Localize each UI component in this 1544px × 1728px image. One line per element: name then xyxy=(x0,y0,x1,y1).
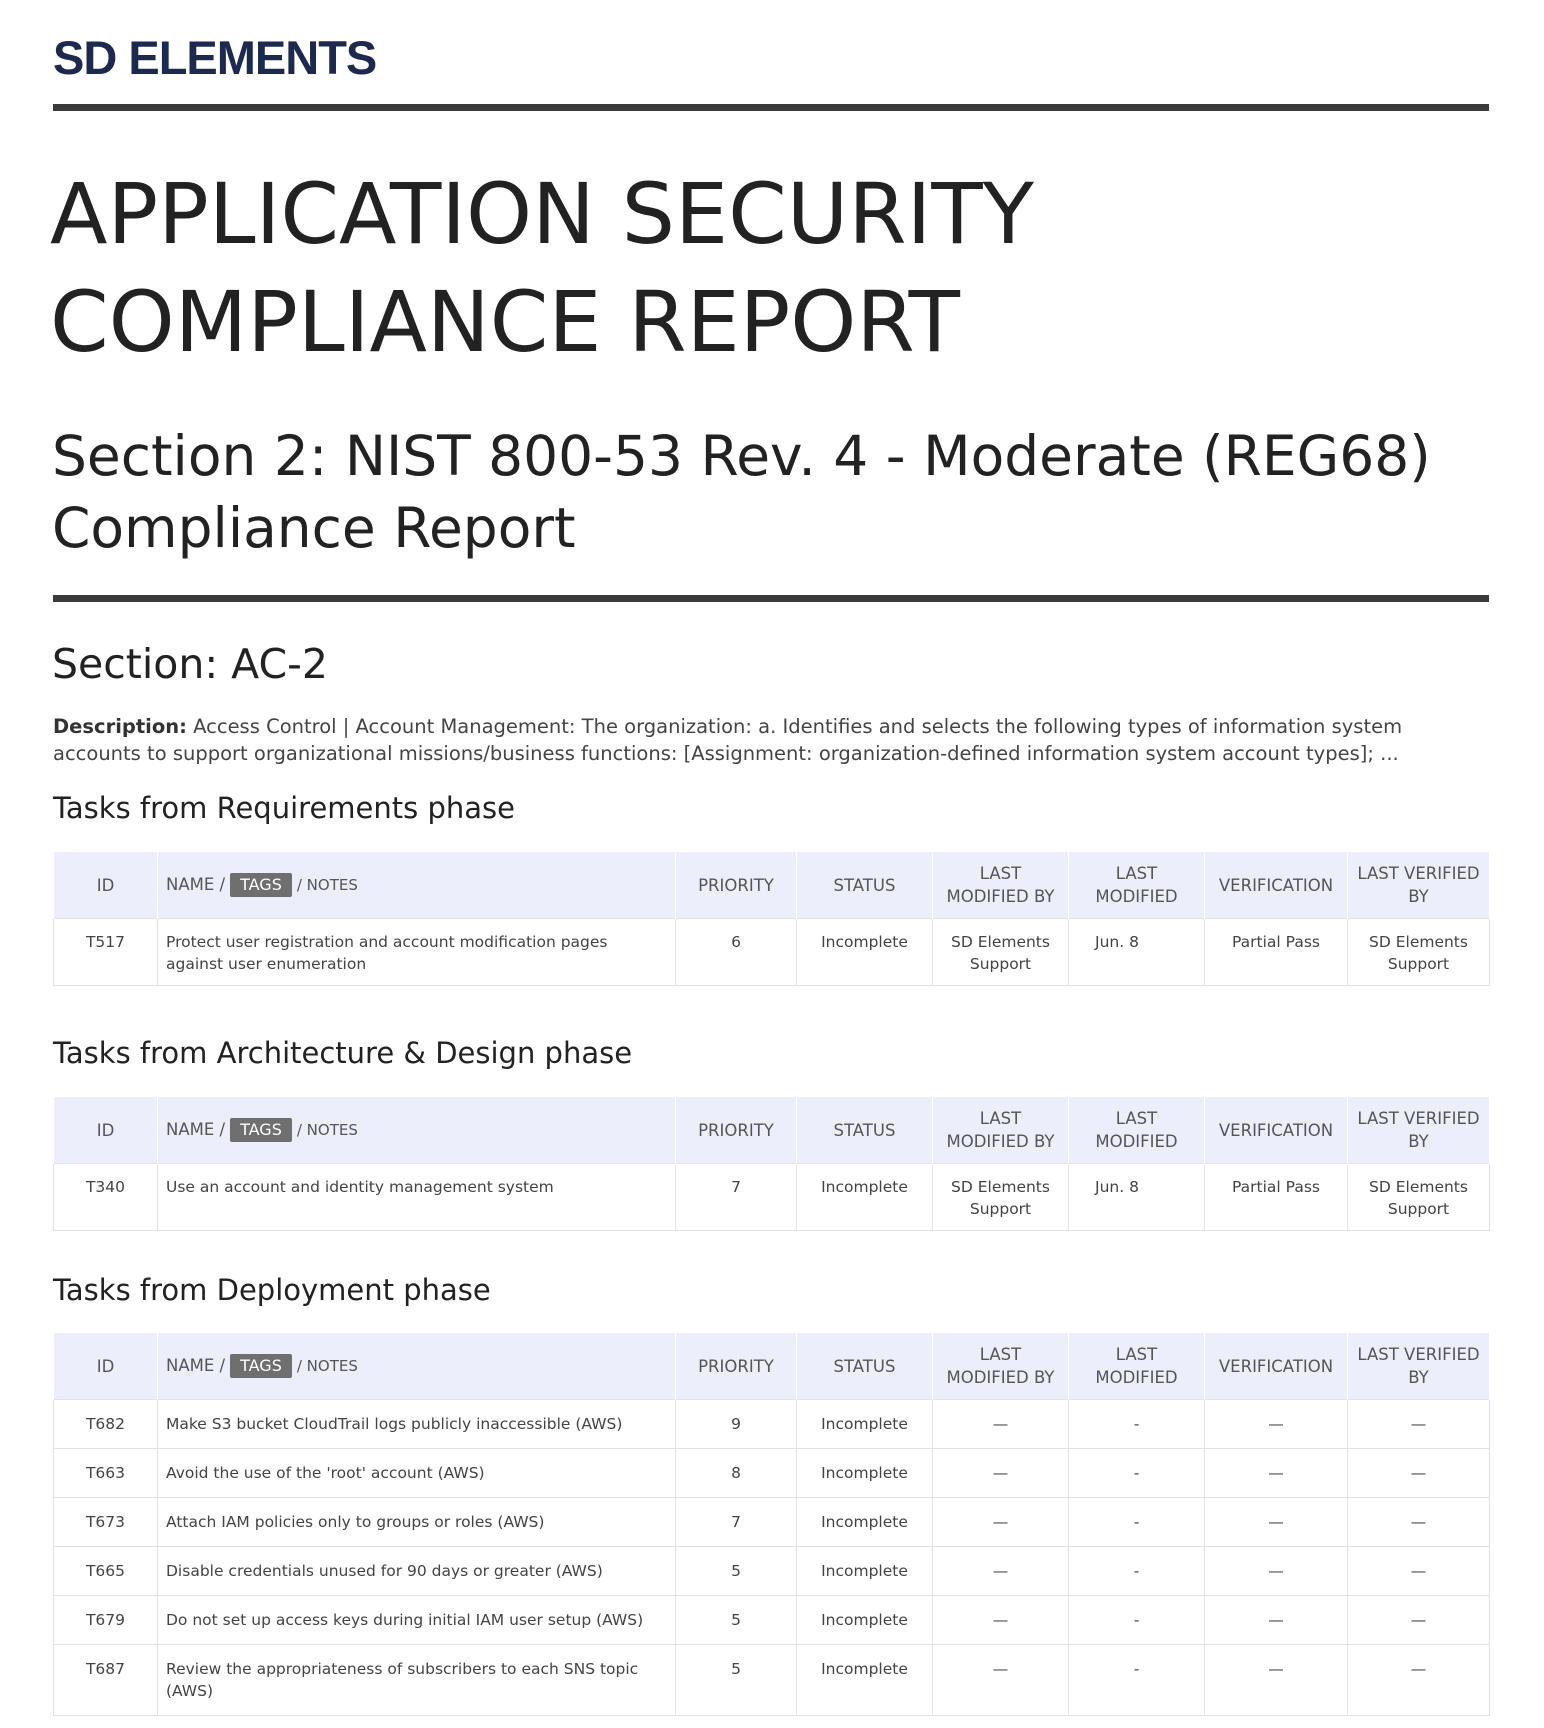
task-verification: — xyxy=(1205,1400,1348,1449)
task-last-modified-by: — xyxy=(933,1498,1069,1547)
phase-title-architecture-design: Tasks from Architecture & Design phase xyxy=(53,1036,633,1070)
col-header-verification: VERIFICATION xyxy=(1205,1333,1348,1400)
col-header-verification: VERIFICATION xyxy=(1205,1097,1348,1164)
section-title-line-1: Section 2: NIST 800-53 Rev. 4 - Moderate (REG68) xyxy=(52,424,1431,488)
col-header-name xyxy=(158,1097,676,1164)
report-title xyxy=(50,160,1490,376)
section-description xyxy=(53,713,1493,767)
col-header-name xyxy=(158,1333,676,1400)
task-name: Attach IAM policies only to groups or roles (AWS) xyxy=(158,1498,676,1547)
task-priority: 5 xyxy=(676,1645,797,1716)
task-status: Incomplete xyxy=(797,1645,933,1716)
col-header-name-label: NAME / xyxy=(166,875,226,894)
table-header-row xyxy=(54,1097,1490,1164)
task-last-verified-by: — xyxy=(1348,1498,1490,1547)
tasks-table-deployment xyxy=(53,1333,1490,1716)
col-header-priority: PRIORITY xyxy=(676,1333,797,1400)
col-header-last-verified-by: LAST VERIFIED BY xyxy=(1348,1333,1490,1400)
description-text: Access Control | Account Management: The organization: a. Identifies and selects the following types of information system accounts to support organizational missions/business functions: [Assignment: organization-defined information system account types]; ... xyxy=(53,715,1403,765)
phase-title-deployment: Tasks from Deployment phase xyxy=(53,1273,491,1307)
task-verification: — xyxy=(1205,1547,1348,1596)
col-header-name xyxy=(158,852,676,919)
task-verification: — xyxy=(1205,1449,1348,1498)
task-priority: 6 xyxy=(676,919,797,986)
task-priority: 5 xyxy=(676,1596,797,1645)
sd-elements-logo: SD ELEMENTS xyxy=(53,31,377,84)
task-last-modified: - xyxy=(1069,1596,1205,1645)
col-header-name-label: NAME / xyxy=(166,1120,226,1139)
description-label: Description: xyxy=(53,715,187,738)
task-last-verified-by-link[interactable]: SD Elements Support xyxy=(1348,919,1490,986)
col-header-last-modified: LAST MODIFIED xyxy=(1069,1333,1205,1400)
task-last-modified-by-link[interactable]: SD Elements Support xyxy=(933,919,1069,986)
tasks-table-requirements xyxy=(53,852,1490,986)
task-priority: 7 xyxy=(676,1498,797,1547)
tags-badge: TAGS xyxy=(230,873,292,897)
task-last-verified-by: — xyxy=(1348,1547,1490,1596)
col-header-name-label: NAME / xyxy=(166,1356,226,1375)
tags-badge: TAGS xyxy=(230,1118,292,1142)
task-id: T517 xyxy=(54,919,158,986)
task-last-modified: Jun. 8 xyxy=(1069,919,1205,986)
task-verification: Partial Pass xyxy=(1205,1164,1348,1231)
report-title-line-1: APPLICATION SECURITY xyxy=(50,165,1034,263)
task-verification: — xyxy=(1205,1645,1348,1716)
col-header-id: ID xyxy=(54,852,158,919)
task-id: T687 xyxy=(54,1645,158,1716)
col-header-status: STATUS xyxy=(797,1333,933,1400)
table-row xyxy=(54,919,1490,986)
col-header-last-modified-by: LAST MODIFIED BY xyxy=(933,1333,1069,1400)
col-header-last-modified: LAST MODIFIED xyxy=(1069,1097,1205,1164)
task-last-modified: - xyxy=(1069,1498,1205,1547)
task-last-verified-by-link[interactable]: SD Elements Support xyxy=(1348,1164,1490,1231)
task-priority: 5 xyxy=(676,1547,797,1596)
col-header-id: ID xyxy=(54,1333,158,1400)
tasks-table-architecture-design xyxy=(53,1097,1490,1231)
subsection-title: Section: AC-2 xyxy=(52,640,329,688)
task-last-modified: - xyxy=(1069,1449,1205,1498)
table-header-row xyxy=(54,1333,1490,1400)
col-header-last-modified-by: LAST MODIFIED BY xyxy=(933,1097,1069,1164)
col-header-last-modified-by: LAST MODIFIED BY xyxy=(933,852,1069,919)
col-header-last-modified: LAST MODIFIED xyxy=(1069,852,1205,919)
task-name: Use an account and identity management system xyxy=(158,1164,676,1231)
col-header-notes-label: / NOTES xyxy=(296,1121,358,1139)
task-verification: — xyxy=(1205,1498,1348,1547)
col-header-notes-label: / NOTES xyxy=(296,1357,358,1375)
task-last-verified-by: — xyxy=(1348,1400,1490,1449)
table-header-row xyxy=(54,852,1490,919)
task-last-modified-by: — xyxy=(933,1449,1069,1498)
col-header-status: STATUS xyxy=(797,1097,933,1164)
task-last-modified: - xyxy=(1069,1400,1205,1449)
table-row xyxy=(54,1400,1490,1449)
task-id: T663 xyxy=(54,1449,158,1498)
task-id: T665 xyxy=(54,1547,158,1596)
task-priority: 7 xyxy=(676,1164,797,1231)
task-last-verified-by: — xyxy=(1348,1449,1490,1498)
task-verification: Partial Pass xyxy=(1205,919,1348,986)
task-name: Avoid the use of the 'root' account (AWS) xyxy=(158,1449,676,1498)
col-header-priority: PRIORITY xyxy=(676,1097,797,1164)
task-name: Protect user registration and account modification pages against user enumeration xyxy=(158,919,676,986)
task-id: T340 xyxy=(54,1164,158,1231)
col-header-priority: PRIORITY xyxy=(676,852,797,919)
table-row xyxy=(54,1498,1490,1547)
task-status: Incomplete xyxy=(797,1596,933,1645)
table-row xyxy=(54,1645,1490,1716)
section-divider xyxy=(53,595,1489,602)
col-header-notes-label: / NOTES xyxy=(296,876,358,894)
col-header-last-verified-by: LAST VERIFIED BY xyxy=(1348,1097,1490,1164)
col-header-last-verified-by: LAST VERIFIED BY xyxy=(1348,852,1490,919)
task-last-verified-by: — xyxy=(1348,1596,1490,1645)
header-divider xyxy=(53,104,1489,111)
task-name: Make S3 bucket CloudTrail logs publicly inaccessible (AWS) xyxy=(158,1400,676,1449)
task-name: Disable credentials unused for 90 days or greater (AWS) xyxy=(158,1547,676,1596)
task-status: Incomplete xyxy=(797,1449,933,1498)
task-last-modified: - xyxy=(1069,1645,1205,1716)
task-last-modified-by: — xyxy=(933,1645,1069,1716)
task-name: Do not set up access keys during initial IAM user setup (AWS) xyxy=(158,1596,676,1645)
task-priority: 9 xyxy=(676,1400,797,1449)
task-name: Review the appropriateness of subscribers to each SNS topic (AWS) xyxy=(158,1645,676,1716)
task-id: T682 xyxy=(54,1400,158,1449)
task-last-modified-by-link[interactable]: SD Elements Support xyxy=(933,1164,1069,1231)
table-row xyxy=(54,1449,1490,1498)
table-row xyxy=(54,1547,1490,1596)
task-status: Incomplete xyxy=(797,1164,933,1231)
task-last-verified-by: — xyxy=(1348,1645,1490,1716)
table-row xyxy=(54,1596,1490,1645)
task-id: T679 xyxy=(54,1596,158,1645)
table-row xyxy=(54,1164,1490,1231)
task-last-modified-by: — xyxy=(933,1596,1069,1645)
task-last-modified-by: — xyxy=(933,1547,1069,1596)
task-status: Incomplete xyxy=(797,1400,933,1449)
task-status: Incomplete xyxy=(797,1547,933,1596)
task-last-modified: - xyxy=(1069,1547,1205,1596)
section-title xyxy=(52,420,1492,564)
col-header-id: ID xyxy=(54,1097,158,1164)
task-last-modified-by: — xyxy=(933,1400,1069,1449)
task-priority: 8 xyxy=(676,1449,797,1498)
section-title-line-2: Compliance Report xyxy=(52,496,576,560)
task-id: T673 xyxy=(54,1498,158,1547)
col-header-status: STATUS xyxy=(797,852,933,919)
task-last-modified: Jun. 8 xyxy=(1069,1164,1205,1231)
phase-title-requirements: Tasks from Requirements phase xyxy=(53,791,515,825)
tags-badge: TAGS xyxy=(230,1354,292,1378)
task-status: Incomplete xyxy=(797,919,933,986)
task-status: Incomplete xyxy=(797,1498,933,1547)
report-title-line-2: COMPLIANCE REPORT xyxy=(50,273,960,371)
col-header-verification: VERIFICATION xyxy=(1205,852,1348,919)
task-verification: — xyxy=(1205,1596,1348,1645)
